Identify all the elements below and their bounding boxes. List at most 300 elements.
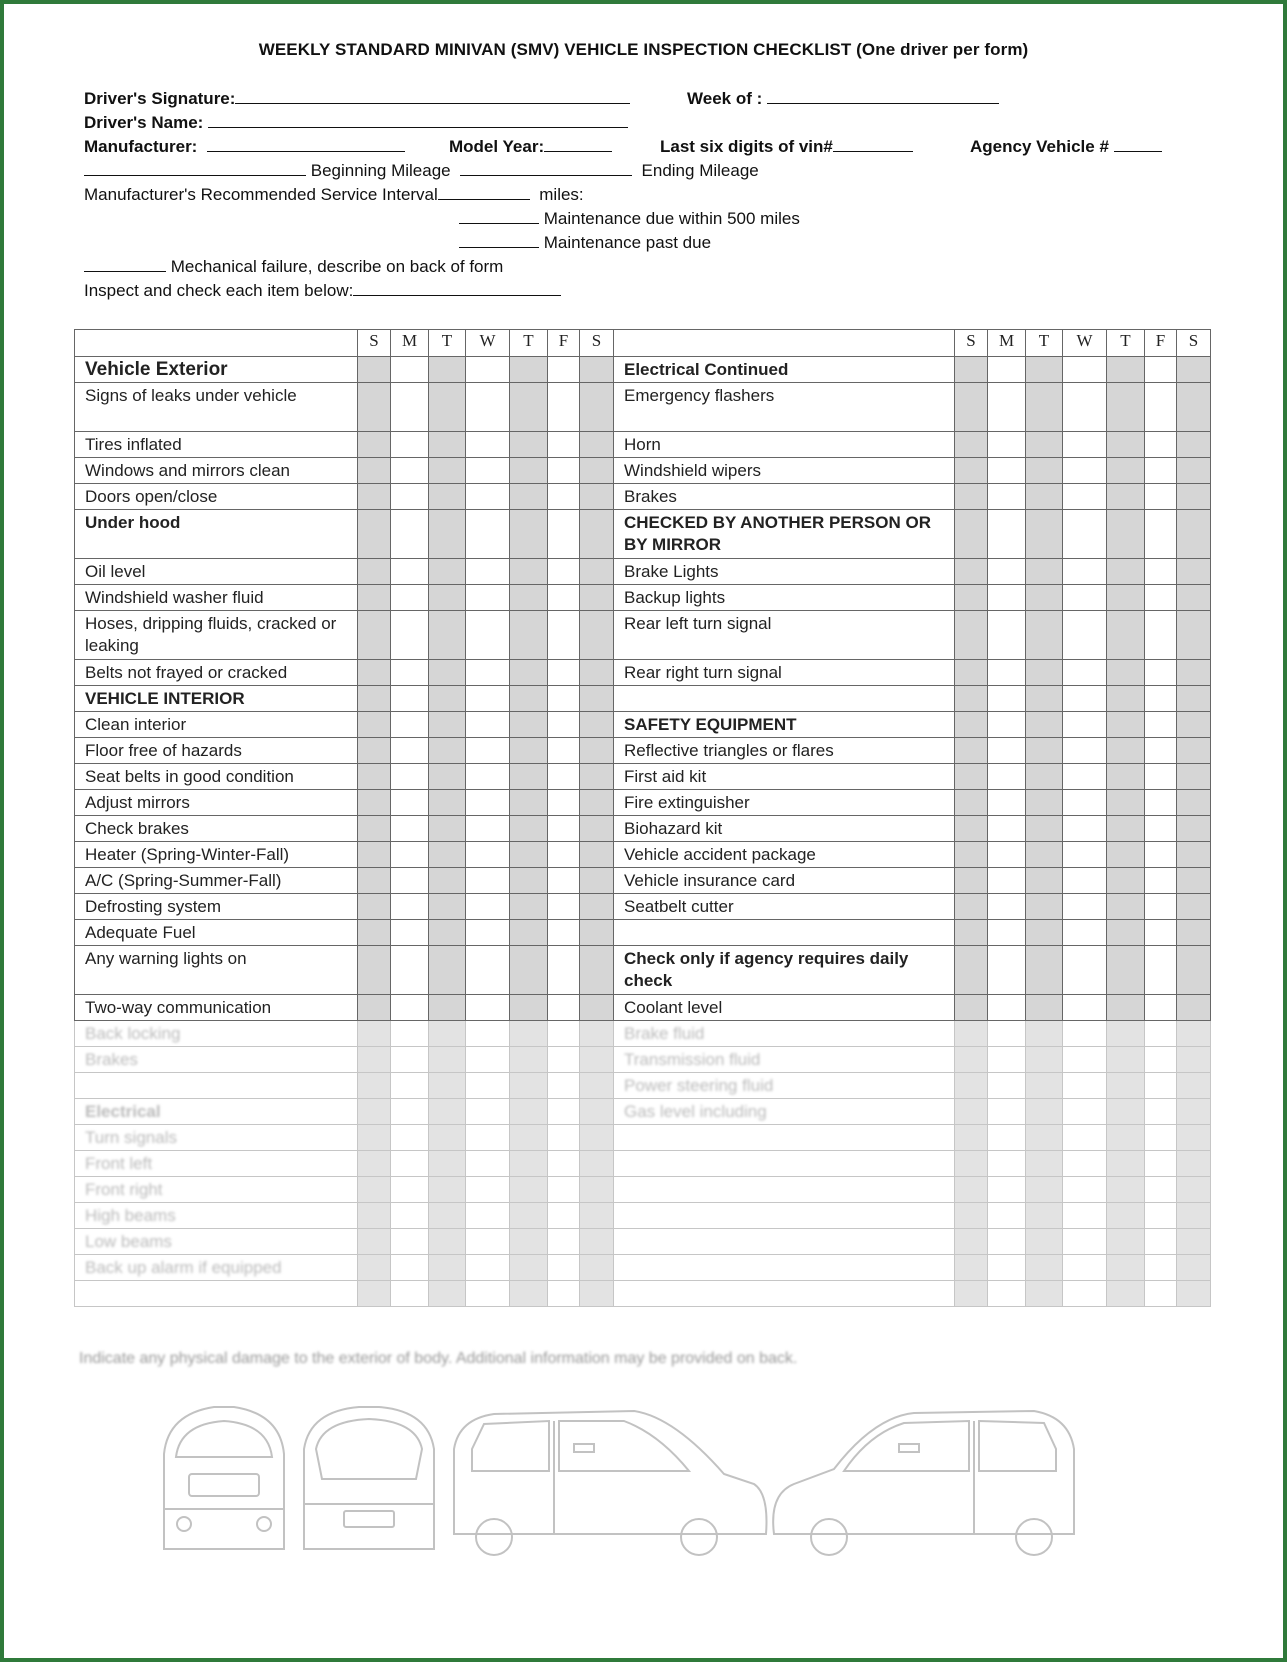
check-cell-left-day1[interactable] [358, 712, 391, 738]
check-cell-right-day5[interactable] [1107, 686, 1145, 712]
check-cell-right-day5[interactable] [1107, 432, 1145, 458]
check-cell-right-day2[interactable] [988, 585, 1026, 611]
check-cell-left-day5[interactable] [510, 458, 548, 484]
check-cell-right-day1[interactable] [955, 559, 988, 585]
check-cell-right-day6[interactable] [1145, 686, 1177, 712]
check-cell-left-day7[interactable] [580, 585, 614, 611]
check-cell-right-day2[interactable] [988, 1255, 1026, 1281]
check-cell-right-day7[interactable] [1177, 894, 1211, 920]
mechanical-failure-line[interactable] [84, 257, 166, 272]
check-cell-left-day3[interactable] [429, 1281, 466, 1307]
check-cell-right-day1[interactable] [955, 611, 988, 660]
check-cell-right-day2[interactable] [988, 432, 1026, 458]
ending-mileage-line[interactable] [460, 161, 632, 176]
check-cell-right-day3[interactable] [1026, 894, 1063, 920]
check-cell-right-day4[interactable] [1063, 611, 1107, 660]
check-cell-left-day7[interactable] [580, 1021, 614, 1047]
check-cell-left-day2[interactable] [391, 816, 429, 842]
check-cell-left-day3[interactable] [429, 559, 466, 585]
check-cell-left-day2[interactable] [391, 611, 429, 660]
check-cell-right-day3[interactable] [1026, 920, 1063, 946]
check-cell-right-day3[interactable] [1026, 816, 1063, 842]
check-cell-right-day7[interactable] [1177, 1099, 1211, 1125]
check-cell-left-day4[interactable] [466, 611, 510, 660]
check-cell-left-day6[interactable] [548, 1021, 580, 1047]
check-cell-right-day2[interactable] [988, 894, 1026, 920]
check-cell-right-day6[interactable] [1145, 842, 1177, 868]
check-cell-right-day4[interactable] [1063, 946, 1107, 995]
check-cell-right-day2[interactable] [988, 764, 1026, 790]
check-cell-right-day3[interactable] [1026, 1281, 1063, 1307]
check-cell-right-day2[interactable] [988, 868, 1026, 894]
check-cell-left-day1[interactable] [358, 816, 391, 842]
check-cell-right-day3[interactable] [1026, 1229, 1063, 1255]
check-cell-right-day2[interactable] [988, 842, 1026, 868]
check-cell-left-day6[interactable] [548, 995, 580, 1021]
check-cell-left-day5[interactable] [510, 842, 548, 868]
check-cell-right-day4[interactable] [1063, 894, 1107, 920]
check-cell-left-day7[interactable] [580, 764, 614, 790]
check-cell-left-day3[interactable] [429, 790, 466, 816]
check-cell-left-day4[interactable] [466, 458, 510, 484]
check-cell-left-day5[interactable] [510, 1047, 548, 1073]
check-cell-left-day1[interactable] [358, 920, 391, 946]
check-cell-right-day7[interactable] [1177, 995, 1211, 1021]
check-cell-left-day1[interactable] [358, 559, 391, 585]
check-cell-left-day2[interactable] [391, 484, 429, 510]
check-cell-right-day2[interactable] [988, 1073, 1026, 1099]
check-cell-right-day1[interactable] [955, 1073, 988, 1099]
check-cell-left-day6[interactable] [548, 1177, 580, 1203]
check-cell-right-day2[interactable] [988, 611, 1026, 660]
check-cell-right-day1[interactable] [955, 1047, 988, 1073]
check-cell-right-day7[interactable] [1177, 585, 1211, 611]
check-cell-left-day6[interactable] [548, 1073, 580, 1099]
check-cell-left-day7[interactable] [580, 1099, 614, 1125]
check-cell-right-day1[interactable] [955, 1021, 988, 1047]
check-cell-left-day6[interactable] [548, 868, 580, 894]
check-cell-left-day3[interactable] [429, 1099, 466, 1125]
check-cell-left-day2[interactable] [391, 1021, 429, 1047]
check-cell-left-day7[interactable] [580, 868, 614, 894]
check-cell-right-day7[interactable] [1177, 1125, 1211, 1151]
check-cell-right-day3[interactable] [1026, 842, 1063, 868]
check-cell-right-day3[interactable] [1026, 611, 1063, 660]
check-cell-right-day6[interactable] [1145, 1047, 1177, 1073]
check-cell-left-day6[interactable] [548, 686, 580, 712]
check-cell-left-day5[interactable] [510, 738, 548, 764]
check-cell-left-day6[interactable] [548, 1203, 580, 1229]
check-cell-left-day2[interactable] [391, 1255, 429, 1281]
check-cell-right-day6[interactable] [1145, 738, 1177, 764]
check-cell-left-day7[interactable] [580, 1073, 614, 1099]
check-cell-left-day7[interactable] [580, 1177, 614, 1203]
check-cell-right-day7[interactable] [1177, 510, 1211, 559]
check-cell-left-day3[interactable] [429, 1125, 466, 1151]
check-cell-left-day6[interactable] [548, 585, 580, 611]
vin-field[interactable] [660, 137, 913, 157]
check-cell-right-day7[interactable] [1177, 383, 1211, 432]
check-cell-right-day4[interactable] [1063, 383, 1107, 432]
check-cell-left-day2[interactable] [391, 432, 429, 458]
check-cell-right-day4[interactable] [1063, 458, 1107, 484]
check-cell-right-day2[interactable] [988, 1151, 1026, 1177]
check-cell-left-day1[interactable] [358, 1151, 391, 1177]
check-cell-right-day2[interactable] [988, 686, 1026, 712]
check-cell-left-day2[interactable] [391, 1229, 429, 1255]
check-cell-right-day7[interactable] [1177, 790, 1211, 816]
check-cell-left-day5[interactable] [510, 920, 548, 946]
check-cell-left-day3[interactable] [429, 357, 466, 383]
check-cell-left-day4[interactable] [466, 1021, 510, 1047]
check-cell-right-day5[interactable] [1107, 383, 1145, 432]
check-cell-left-day5[interactable] [510, 1073, 548, 1099]
check-cell-right-day2[interactable] [988, 357, 1026, 383]
check-cell-right-day4[interactable] [1063, 712, 1107, 738]
check-cell-right-day5[interactable] [1107, 1203, 1145, 1229]
check-cell-right-day6[interactable] [1145, 357, 1177, 383]
check-cell-left-day4[interactable] [466, 686, 510, 712]
check-cell-right-day5[interactable] [1107, 842, 1145, 868]
check-cell-right-day6[interactable] [1145, 1281, 1177, 1307]
check-cell-right-day7[interactable] [1177, 357, 1211, 383]
check-cell-right-day1[interactable] [955, 712, 988, 738]
check-cell-right-day3[interactable] [1026, 1125, 1063, 1151]
check-cell-left-day4[interactable] [466, 585, 510, 611]
check-cell-right-day2[interactable] [988, 1047, 1026, 1073]
manufacturer-field[interactable] [84, 137, 405, 157]
check-cell-right-day3[interactable] [1026, 383, 1063, 432]
check-cell-left-day2[interactable] [391, 712, 429, 738]
check-cell-left-day4[interactable] [466, 1255, 510, 1281]
check-cell-right-day7[interactable] [1177, 1177, 1211, 1203]
check-cell-left-day3[interactable] [429, 686, 466, 712]
check-cell-left-day2[interactable] [391, 660, 429, 686]
check-cell-right-day5[interactable] [1107, 920, 1145, 946]
check-cell-left-day3[interactable] [429, 816, 466, 842]
check-cell-left-day5[interactable] [510, 1099, 548, 1125]
check-cell-left-day2[interactable] [391, 510, 429, 559]
check-cell-left-day3[interactable] [429, 1151, 466, 1177]
check-cell-right-day7[interactable] [1177, 484, 1211, 510]
check-cell-right-day4[interactable] [1063, 585, 1107, 611]
check-cell-right-day6[interactable] [1145, 432, 1177, 458]
manufacturer-line[interactable] [207, 137, 405, 152]
check-cell-right-day5[interactable] [1107, 1073, 1145, 1099]
check-cell-left-day4[interactable] [466, 712, 510, 738]
check-cell-left-day1[interactable] [358, 995, 391, 1021]
check-cell-left-day3[interactable] [429, 712, 466, 738]
check-cell-left-day5[interactable] [510, 1021, 548, 1047]
check-cell-left-day4[interactable] [466, 1099, 510, 1125]
check-cell-right-day5[interactable] [1107, 1047, 1145, 1073]
check-cell-left-day5[interactable] [510, 1255, 548, 1281]
check-cell-right-day3[interactable] [1026, 1073, 1063, 1099]
check-cell-left-day1[interactable] [358, 1099, 391, 1125]
check-cell-left-day7[interactable] [580, 1229, 614, 1255]
check-cell-left-day5[interactable] [510, 484, 548, 510]
check-cell-left-day1[interactable] [358, 1281, 391, 1307]
check-cell-left-day2[interactable] [391, 894, 429, 920]
check-cell-left-day4[interactable] [466, 738, 510, 764]
check-cell-left-day1[interactable] [358, 1177, 391, 1203]
check-cell-right-day2[interactable] [988, 1099, 1026, 1125]
check-cell-right-day5[interactable] [1107, 1021, 1145, 1047]
check-cell-right-day7[interactable] [1177, 458, 1211, 484]
check-cell-left-day5[interactable] [510, 1177, 548, 1203]
check-cell-left-day2[interactable] [391, 357, 429, 383]
check-cell-right-day1[interactable] [955, 686, 988, 712]
check-cell-right-day6[interactable] [1145, 660, 1177, 686]
check-cell-right-day1[interactable] [955, 484, 988, 510]
check-cell-right-day5[interactable] [1107, 357, 1145, 383]
check-cell-left-day3[interactable] [429, 611, 466, 660]
check-cell-right-day6[interactable] [1145, 559, 1177, 585]
check-cell-left-day1[interactable] [358, 484, 391, 510]
check-cell-left-day1[interactable] [358, 585, 391, 611]
check-cell-left-day5[interactable] [510, 510, 548, 559]
check-cell-left-day7[interactable] [580, 842, 614, 868]
check-cell-left-day2[interactable] [391, 1177, 429, 1203]
check-cell-right-day5[interactable] [1107, 660, 1145, 686]
check-cell-right-day6[interactable] [1145, 816, 1177, 842]
check-cell-left-day4[interactable] [466, 816, 510, 842]
check-cell-right-day3[interactable] [1026, 484, 1063, 510]
check-cell-left-day5[interactable] [510, 611, 548, 660]
check-cell-right-day2[interactable] [988, 946, 1026, 995]
check-cell-left-day7[interactable] [580, 458, 614, 484]
check-cell-left-day7[interactable] [580, 1151, 614, 1177]
check-cell-right-day7[interactable] [1177, 764, 1211, 790]
check-cell-left-day7[interactable] [580, 686, 614, 712]
check-cell-left-day5[interactable] [510, 790, 548, 816]
check-cell-left-day6[interactable] [548, 738, 580, 764]
check-cell-right-day3[interactable] [1026, 946, 1063, 995]
check-cell-right-day6[interactable] [1145, 611, 1177, 660]
check-cell-left-day4[interactable] [466, 790, 510, 816]
check-cell-left-day1[interactable] [358, 357, 391, 383]
check-cell-left-day1[interactable] [358, 660, 391, 686]
check-cell-right-day7[interactable] [1177, 946, 1211, 995]
check-cell-left-day2[interactable] [391, 842, 429, 868]
check-cell-left-day3[interactable] [429, 995, 466, 1021]
check-cell-right-day4[interactable] [1063, 868, 1107, 894]
check-cell-left-day2[interactable] [391, 868, 429, 894]
check-cell-right-day4[interactable] [1063, 1281, 1107, 1307]
check-cell-right-day5[interactable] [1107, 1099, 1145, 1125]
check-cell-right-day1[interactable] [955, 816, 988, 842]
check-cell-right-day5[interactable] [1107, 738, 1145, 764]
check-cell-right-day3[interactable] [1026, 1021, 1063, 1047]
check-cell-left-day3[interactable] [429, 1203, 466, 1229]
check-cell-right-day6[interactable] [1145, 484, 1177, 510]
check-cell-left-day2[interactable] [391, 383, 429, 432]
check-cell-right-day1[interactable] [955, 738, 988, 764]
check-cell-right-day4[interactable] [1063, 1203, 1107, 1229]
model-year-field[interactable] [449, 137, 612, 157]
check-cell-left-day5[interactable] [510, 894, 548, 920]
check-cell-left-day4[interactable] [466, 894, 510, 920]
check-cell-right-day6[interactable] [1145, 585, 1177, 611]
check-cell-right-day2[interactable] [988, 510, 1026, 559]
check-cell-left-day4[interactable] [466, 868, 510, 894]
drivers-name-line[interactable] [208, 113, 628, 128]
check-cell-right-day1[interactable] [955, 894, 988, 920]
check-cell-right-day7[interactable] [1177, 1047, 1211, 1073]
check-cell-right-day4[interactable] [1063, 764, 1107, 790]
check-cell-right-day4[interactable] [1063, 1073, 1107, 1099]
check-cell-right-day6[interactable] [1145, 712, 1177, 738]
check-cell-left-day1[interactable] [358, 946, 391, 995]
check-cell-left-day5[interactable] [510, 995, 548, 1021]
check-cell-left-day1[interactable] [358, 1125, 391, 1151]
check-cell-right-day6[interactable] [1145, 1073, 1177, 1099]
check-cell-right-day6[interactable] [1145, 764, 1177, 790]
check-cell-right-day3[interactable] [1026, 1047, 1063, 1073]
check-cell-left-day1[interactable] [358, 432, 391, 458]
check-cell-left-day6[interactable] [548, 894, 580, 920]
check-cell-right-day7[interactable] [1177, 1255, 1211, 1281]
check-cell-right-day3[interactable] [1026, 686, 1063, 712]
check-cell-right-day1[interactable] [955, 660, 988, 686]
check-cell-right-day2[interactable] [988, 1229, 1026, 1255]
check-cell-left-day5[interactable] [510, 432, 548, 458]
check-cell-right-day6[interactable] [1145, 1203, 1177, 1229]
check-cell-right-day1[interactable] [955, 842, 988, 868]
check-cell-left-day6[interactable] [548, 1151, 580, 1177]
check-cell-left-day6[interactable] [548, 559, 580, 585]
check-cell-left-day7[interactable] [580, 660, 614, 686]
check-cell-right-day1[interactable] [955, 1255, 988, 1281]
check-cell-left-day5[interactable] [510, 946, 548, 995]
check-cell-left-day2[interactable] [391, 764, 429, 790]
check-cell-left-day4[interactable] [466, 1151, 510, 1177]
check-cell-right-day2[interactable] [988, 995, 1026, 1021]
check-cell-left-day1[interactable] [358, 1021, 391, 1047]
check-cell-left-day4[interactable] [466, 764, 510, 790]
check-cell-left-day6[interactable] [548, 1125, 580, 1151]
check-cell-left-day3[interactable] [429, 1177, 466, 1203]
check-cell-left-day6[interactable] [548, 712, 580, 738]
check-cell-right-day2[interactable] [988, 1125, 1026, 1151]
check-cell-right-day7[interactable] [1177, 432, 1211, 458]
check-cell-right-day4[interactable] [1063, 432, 1107, 458]
agency-vehicle-field[interactable] [970, 137, 1162, 157]
check-cell-right-day5[interactable] [1107, 1281, 1145, 1307]
check-cell-left-day6[interactable] [548, 816, 580, 842]
check-cell-right-day1[interactable] [955, 1151, 988, 1177]
check-cell-right-day4[interactable] [1063, 790, 1107, 816]
check-cell-right-day3[interactable] [1026, 712, 1063, 738]
check-cell-left-day7[interactable] [580, 1047, 614, 1073]
check-cell-right-day2[interactable] [988, 1021, 1026, 1047]
check-cell-left-day2[interactable] [391, 1099, 429, 1125]
check-cell-left-day4[interactable] [466, 946, 510, 995]
check-cell-left-day7[interactable] [580, 738, 614, 764]
check-cell-left-day6[interactable] [548, 764, 580, 790]
check-cell-left-day3[interactable] [429, 660, 466, 686]
check-cell-left-day6[interactable] [548, 1281, 580, 1307]
check-cell-right-day6[interactable] [1145, 790, 1177, 816]
check-cell-left-day7[interactable] [580, 559, 614, 585]
drivers-name-field[interactable] [84, 113, 628, 133]
check-cell-right-day7[interactable] [1177, 559, 1211, 585]
check-cell-left-day3[interactable] [429, 585, 466, 611]
check-cell-left-day3[interactable] [429, 842, 466, 868]
check-cell-left-day2[interactable] [391, 1073, 429, 1099]
check-cell-right-day7[interactable] [1177, 1073, 1211, 1099]
check-cell-left-day4[interactable] [466, 1281, 510, 1307]
service-interval-line[interactable] [438, 185, 530, 200]
check-cell-left-day1[interactable] [358, 764, 391, 790]
check-cell-right-day5[interactable] [1107, 611, 1145, 660]
check-cell-right-day4[interactable] [1063, 559, 1107, 585]
check-cell-right-day6[interactable] [1145, 868, 1177, 894]
check-cell-right-day4[interactable] [1063, 510, 1107, 559]
check-cell-right-day2[interactable] [988, 1281, 1026, 1307]
check-cell-left-day1[interactable] [358, 1203, 391, 1229]
check-cell-left-day6[interactable] [548, 842, 580, 868]
check-cell-left-day7[interactable] [580, 383, 614, 432]
check-cell-left-day6[interactable] [548, 920, 580, 946]
check-cell-right-day1[interactable] [955, 1099, 988, 1125]
check-cell-left-day7[interactable] [580, 995, 614, 1021]
check-cell-left-day7[interactable] [580, 920, 614, 946]
check-cell-left-day1[interactable] [358, 894, 391, 920]
check-cell-left-day5[interactable] [510, 1125, 548, 1151]
check-cell-right-day4[interactable] [1063, 1151, 1107, 1177]
check-cell-right-day5[interactable] [1107, 1125, 1145, 1151]
check-cell-left-day7[interactable] [580, 432, 614, 458]
check-cell-right-day5[interactable] [1107, 712, 1145, 738]
check-cell-right-day7[interactable] [1177, 920, 1211, 946]
check-cell-right-day6[interactable] [1145, 1151, 1177, 1177]
check-cell-left-day1[interactable] [358, 1073, 391, 1099]
check-cell-left-day2[interactable] [391, 1281, 429, 1307]
check-cell-right-day5[interactable] [1107, 1229, 1145, 1255]
check-cell-left-day4[interactable] [466, 1047, 510, 1073]
check-cell-right-day3[interactable] [1026, 510, 1063, 559]
check-cell-right-day5[interactable] [1107, 559, 1145, 585]
check-cell-left-day2[interactable] [391, 738, 429, 764]
check-cell-right-day6[interactable] [1145, 1125, 1177, 1151]
check-cell-right-day3[interactable] [1026, 1099, 1063, 1125]
check-cell-left-day5[interactable] [510, 660, 548, 686]
check-cell-right-day3[interactable] [1026, 738, 1063, 764]
check-cell-left-day3[interactable] [429, 1255, 466, 1281]
check-cell-right-day1[interactable] [955, 920, 988, 946]
check-cell-right-day1[interactable] [955, 1229, 988, 1255]
check-cell-right-day7[interactable] [1177, 712, 1211, 738]
check-cell-right-day6[interactable] [1145, 1255, 1177, 1281]
check-cell-right-day5[interactable] [1107, 1151, 1145, 1177]
check-cell-left-day1[interactable] [358, 686, 391, 712]
check-cell-right-day2[interactable] [988, 458, 1026, 484]
maintenance-500-line[interactable] [459, 209, 539, 224]
check-cell-right-day5[interactable] [1107, 585, 1145, 611]
check-cell-left-day3[interactable] [429, 1073, 466, 1099]
check-cell-left-day7[interactable] [580, 790, 614, 816]
check-cell-right-day6[interactable] [1145, 1021, 1177, 1047]
check-cell-left-day5[interactable] [510, 1229, 548, 1255]
check-cell-right-day1[interactable] [955, 1203, 988, 1229]
check-cell-right-day1[interactable] [955, 790, 988, 816]
check-cell-left-day3[interactable] [429, 383, 466, 432]
check-cell-left-day6[interactable] [548, 946, 580, 995]
check-cell-right-day6[interactable] [1145, 995, 1177, 1021]
check-cell-left-day1[interactable] [358, 738, 391, 764]
check-cell-left-day7[interactable] [580, 1125, 614, 1151]
